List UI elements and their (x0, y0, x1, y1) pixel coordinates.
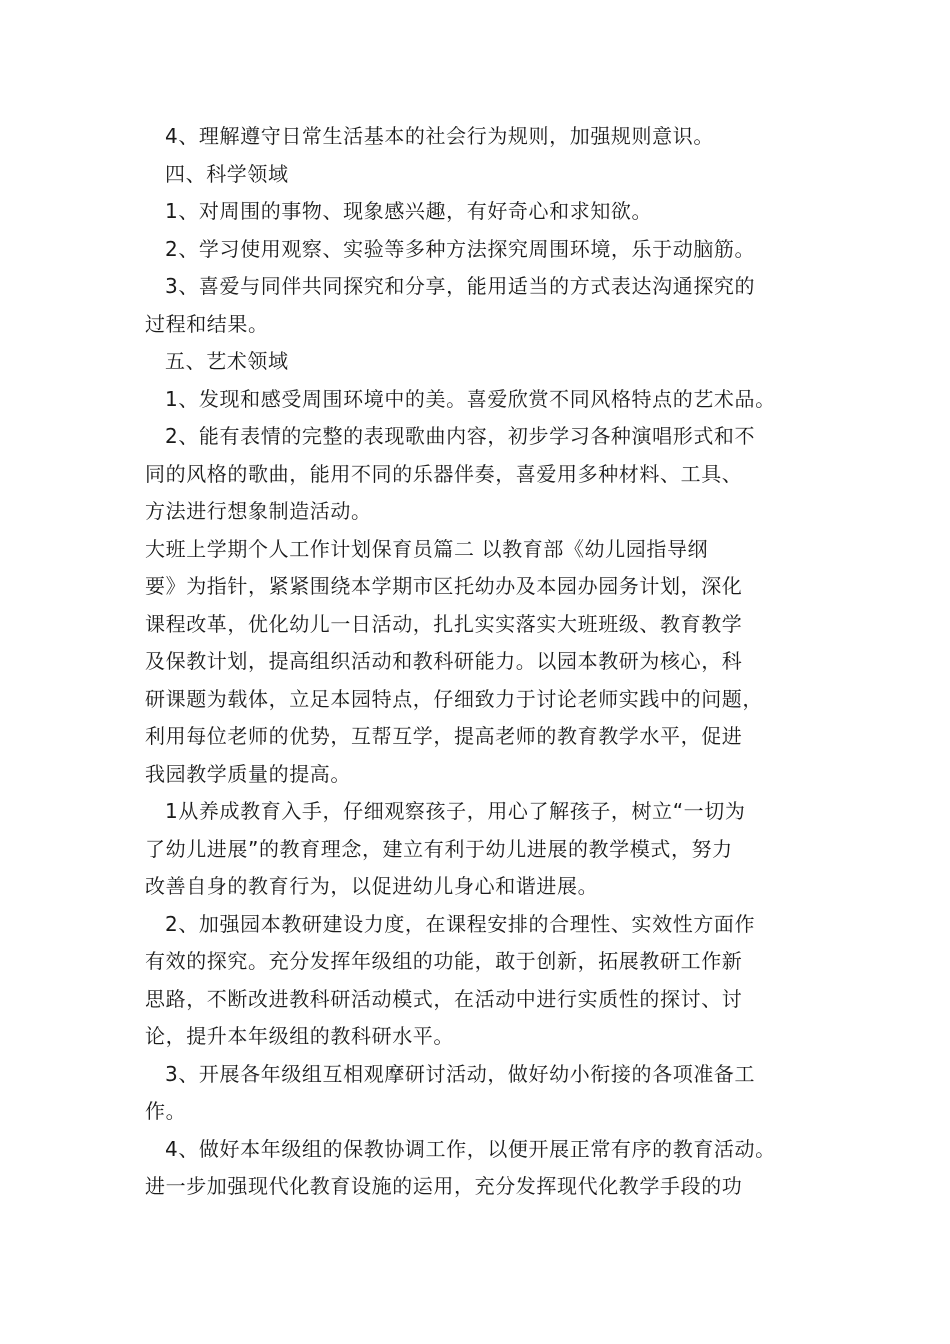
text-line: 研课题为载体，立足本园特点，仔细致力于讨论老师实践中的问题， (145, 686, 763, 711)
text-line: 2、学习使用观察、实验等多种方法探究周围环境，乐于动脑筋。 (165, 236, 756, 261)
text-line: 1、发现和感受周围环境中的美。喜爱欣赏不同风格特点的艺术品。 (165, 386, 776, 411)
text-line: 1从养成教育入手，仔细观察孩子，用心了解孩子，树立“一切为 (165, 799, 746, 823)
text-line: 利用每位老师的优势，互帮互学，提高老师的教育教学水平，促进 (145, 724, 743, 748)
text-line: 3、开展各年级组互相观摩研讨活动，做好幼小衔接的各项准备工 (165, 1061, 756, 1086)
text-line: 有效的探究。充分发挥年级组的功能，敢于创新，拓展教研工作新 (145, 949, 743, 973)
text-line: 同的风格的歌曲，能用不同的乐器伴奏，喜爱用多种材料、工具、 (145, 461, 743, 486)
text-line: 1、对周围的事物、现象感兴趣，有好奇心和求知欲。 (165, 199, 653, 223)
text-line: 方法进行想象制造活动。 (145, 499, 372, 523)
text-line: 作。 (145, 1099, 187, 1123)
text-line: 要》为指针，紧紧围绕本学期市区托幼办及本园办园务计划，深化 (145, 574, 743, 598)
text-line: 过程和结果。 (145, 311, 269, 336)
text-line: 2、能有表情的完整的表现歌曲内容，初步学习各种演唱形式和不 (165, 424, 756, 448)
text-line: 大班上学期个人工作计划保育员篇二 以教育部《幼儿园指导纲 (145, 536, 709, 561)
text-line: 四、科学领域 (165, 161, 289, 186)
text-line: 3、喜爱与同伴共同探究和分享，能用适当的方式表达沟通探究的 (165, 274, 756, 298)
text-line: 及保教计划，提高组织活动和教科研能力。以园本教研为核心，科 (145, 649, 743, 673)
text-line: 4、做好本年级组的保教协调工作，以便开展正常有序的教育活动。 (165, 1136, 776, 1161)
text-line: 课程改革，优化幼儿一日活动，扎扎实实落实大班班级、教育教学 (145, 611, 743, 636)
text-line: 我园教学质量的提高。 (145, 761, 351, 786)
text-line: 五、艺术领域 (165, 349, 289, 373)
text-line: 了幼儿进展”的教育理念，建立有利于幼儿进展的教学模式，努力 (145, 836, 733, 861)
document-body (145, 118, 815, 1206)
text-line: 4、理解遵守日常生活基本的社会行为规则，加强规则意识。 (165, 124, 714, 148)
text-line: 改善自身的教育行为，以促进幼儿身心和谐进展。 (145, 874, 599, 898)
text-line: 2、加强园本教研建设力度，在课程安排的合理性、实效性方面作 (165, 911, 756, 936)
text-line: 进一步加强现代化教育设施的运用，充分发挥现代化教学手段的功 (145, 1174, 743, 1198)
text-line: 论，提升本年级组的教科研水平。 (145, 1024, 454, 1048)
text-line: 思路，不断改进教科研活动模式，在活动中进行实质性的探讨、讨 (145, 986, 743, 1011)
